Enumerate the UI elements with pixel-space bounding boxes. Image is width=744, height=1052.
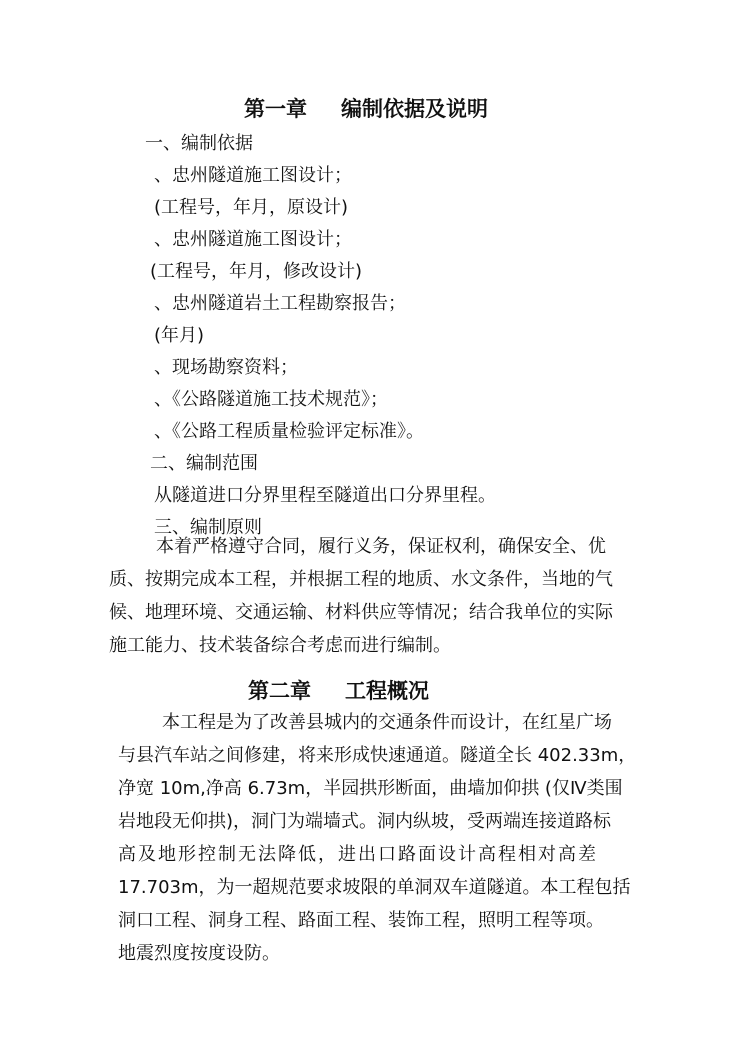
- basis-item: (工程号，年月，修改设计): [150, 261, 363, 282]
- basis-item: 、忠州隧道施工图设计；: [154, 165, 352, 186]
- section3-heading: 三、编制原则: [154, 517, 262, 538]
- paragraph-line: 与县汽车站之间修建，将来形成快速通道。隧道全长 402.33m，: [118, 745, 637, 766]
- basis-item: 、《公路工程质量检验评定标准》。: [154, 421, 424, 442]
- paragraph-line: 质、按期完成本工程，并根据工程的地质、水文条件，当地的气: [109, 569, 613, 590]
- paragraph-line: 17.703m，为一超规范要求坡限的单洞双车道隧道。本工程包括: [118, 877, 631, 898]
- chapter2-heading: [248, 677, 429, 705]
- chapter2-title: 工程概况: [345, 679, 429, 703]
- paragraph-line: 岩地段无仰拱)，洞门为端墙式。洞内纵坡，受两端连接道路标: [118, 811, 612, 832]
- paragraph-line: 候、地理环境、交通运输、材料供应等情况；结合我单位的实际: [109, 602, 613, 623]
- section3-paragraph: [109, 530, 639, 662]
- basis-item: 、《公路隧道施工技术规范》；: [154, 389, 388, 410]
- chapter2-number: 第二章: [248, 679, 311, 703]
- basis-item: 、忠州隧道岩土工程勘察报告；: [154, 293, 406, 314]
- chapter1-title: 编制依据及说明: [341, 97, 488, 121]
- chapter1-number: 第一章: [244, 97, 307, 121]
- basis-item: 、忠州隧道施工图设计；: [154, 229, 352, 250]
- section2-heading: 二、编制范围: [150, 453, 258, 474]
- chapter1-heading: [244, 95, 488, 123]
- section2-text: 从隧道进口分界里程至隧道出口分界里程。: [154, 485, 496, 506]
- paragraph-line: 地震烈度按度设防。: [118, 943, 280, 964]
- section1-heading: 一、编制依据: [145, 133, 253, 154]
- paragraph-line: 洞口工程、洞身工程、路面工程、装饰工程，照明工程等项。: [118, 910, 604, 931]
- basis-item: (工程号，年月，原设计): [154, 197, 349, 218]
- paragraph-line: 本着严格遵守合同，履行义务，保证权利，确保安全、优: [156, 536, 606, 557]
- basis-item: 、现场勘察资料；: [154, 357, 298, 378]
- paragraph-line: 施工能力、技术装备综合考虑而进行编制。: [109, 635, 451, 656]
- basis-item: (年月): [154, 325, 205, 346]
- paragraph-line: 净宽 10m,净高 6.73m，半园拱形断面，曲墙加仰拱 (仅Ⅳ类围: [118, 778, 623, 799]
- paragraph-line: 本工程是为了改善县城内的交通条件而设计，在红星广场: [162, 712, 612, 733]
- overview-paragraph: [118, 706, 643, 970]
- paragraph-line: 高及地形控制无法降低，进出口路面设计高程相对高差: [118, 844, 598, 865]
